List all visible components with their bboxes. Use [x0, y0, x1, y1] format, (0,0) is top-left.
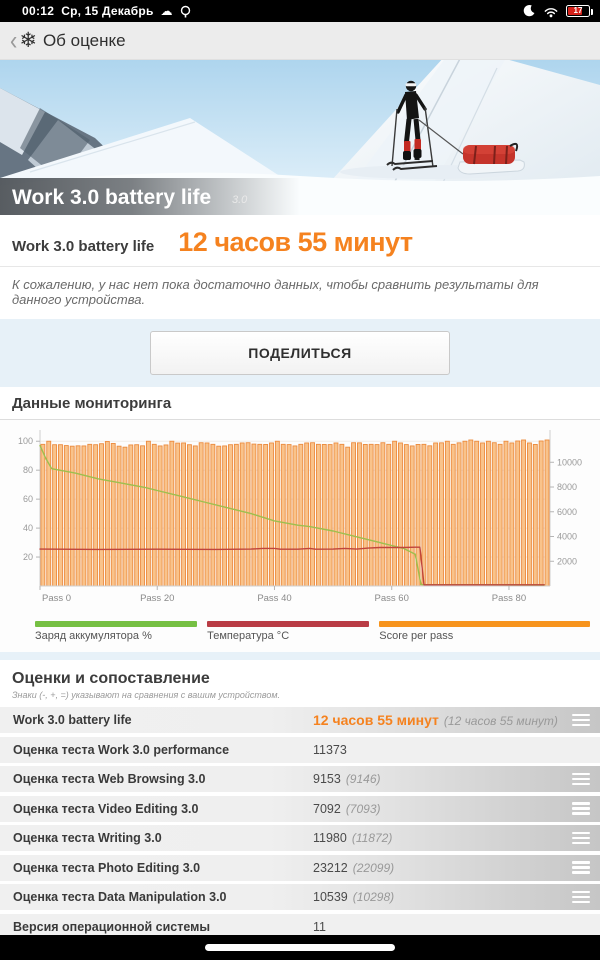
score-bar	[316, 444, 320, 586]
score-bar	[100, 444, 104, 586]
hero-version: 3.0	[232, 194, 248, 206]
row-menu-icon[interactable]	[572, 713, 590, 727]
score-bar	[164, 445, 168, 586]
row-value	[313, 831, 392, 845]
battery-icon	[566, 5, 590, 17]
score-bar	[357, 443, 361, 586]
score-bar	[434, 443, 438, 586]
row-value-comparison: (12 часов 55 минут)	[443, 714, 558, 728]
score-bar	[223, 446, 227, 586]
score-bar	[481, 443, 485, 586]
legend-label: Заряд аккумулятора %	[35, 630, 152, 642]
score-bar	[498, 444, 502, 586]
score-bar	[141, 446, 145, 586]
back-icon[interactable]: ‹	[10, 24, 18, 55]
do-not-disturb-moon-icon	[522, 4, 536, 18]
table-row	[0, 825, 600, 851]
score-bar	[129, 445, 133, 586]
score-bar	[469, 440, 473, 586]
scores-table	[0, 707, 600, 960]
score-bar	[193, 446, 197, 586]
hero-image	[0, 60, 600, 215]
left-tick-label: 20	[22, 552, 33, 563]
legend-item	[207, 621, 369, 642]
score-bar	[475, 441, 479, 586]
legend-label: Score per pass	[379, 630, 454, 642]
score-bar	[422, 444, 426, 586]
score-bar	[451, 444, 455, 586]
row-value	[313, 743, 347, 757]
score-bar	[363, 444, 367, 586]
result-label: Work 3.0 battery life	[12, 238, 155, 255]
left-tick-label: 40	[22, 523, 33, 534]
right-tick-label: 4000	[557, 531, 578, 542]
score-bar	[281, 444, 285, 586]
row-label: Оценка теста Video Editing 3.0	[13, 801, 199, 816]
score-bar	[346, 447, 350, 586]
score-bar	[158, 446, 162, 586]
score-bar	[393, 441, 397, 586]
score-bar	[205, 443, 209, 586]
score-bar	[88, 444, 92, 586]
row-value-main: 9153	[313, 772, 341, 786]
row-value-main: 11373	[313, 742, 347, 757]
page-title: Об оценке	[42, 30, 126, 50]
score-bar	[457, 443, 461, 586]
location-icon	[180, 5, 191, 18]
pcmark-snowflake-icon: ❄	[19, 29, 37, 52]
monitoring-chart-svg	[2, 424, 598, 610]
row-value-main: 23212	[313, 860, 348, 875]
score-bar	[381, 443, 385, 586]
row-value-comparison: (7093)	[345, 801, 381, 816]
table-row	[0, 884, 600, 910]
right-tick-label: 10000	[557, 457, 583, 468]
row-menu-icon[interactable]	[572, 831, 590, 845]
score-bar	[58, 445, 62, 586]
score-bar	[463, 441, 467, 586]
score-bar	[504, 441, 508, 586]
score-bar	[199, 443, 203, 586]
row-value-main: 12 часов 55 минут	[313, 712, 439, 728]
row-label: Оценка теста Work 3.0 performance	[13, 742, 230, 757]
score-bar	[117, 446, 121, 586]
x-tick-label: Pass 0	[42, 593, 72, 604]
row-value-main: 7092	[313, 801, 341, 816]
no-comparison-notice: К сожалению, у нас нет пока достаточно данных, чтобы сравнить результаты для данного устройства.	[0, 266, 600, 319]
score-bar	[486, 441, 490, 586]
score-bar	[398, 443, 402, 586]
row-value	[313, 920, 326, 934]
row-label: Оценка теста Data Manipulation 3.0	[13, 890, 227, 904]
score-bar	[387, 444, 391, 586]
row-menu-icon[interactable]	[572, 890, 590, 904]
score-bar	[217, 446, 221, 586]
chart-legend	[0, 615, 600, 652]
legend-swatch	[379, 621, 590, 627]
score-bar	[275, 441, 279, 586]
left-tick-label: 60	[22, 494, 33, 505]
row-label: Оценка теста Writing 3.0	[13, 831, 162, 845]
score-bar	[240, 443, 244, 586]
score-bar	[516, 441, 520, 586]
score-bar	[228, 445, 232, 586]
row-value	[313, 802, 381, 816]
scores-title: Оценки и сопоставление	[12, 670, 210, 687]
score-bar	[64, 446, 68, 586]
score-bar	[440, 443, 444, 586]
row-value	[313, 712, 558, 728]
share-section	[0, 319, 600, 387]
legend-item	[35, 621, 197, 642]
score-bar	[176, 443, 180, 586]
score-bar	[105, 441, 109, 586]
row-value-main: 11980	[313, 831, 347, 845]
monitoring-title: Данные мониторинга	[0, 387, 600, 420]
row-value-comparison: (10298)	[352, 890, 395, 904]
score-bar	[305, 443, 309, 586]
status-date: Ср, 15 Декабрь	[61, 4, 154, 18]
score-bar	[135, 445, 139, 586]
row-value-main: 11	[313, 919, 326, 934]
score-bar	[340, 444, 344, 586]
row-label: Оценка теста Photo Editing 3.0	[13, 860, 201, 875]
battery-percent: 17	[573, 6, 583, 15]
app-header	[0, 22, 600, 60]
monitoring-chart	[0, 420, 600, 615]
table-row	[0, 766, 600, 792]
score-bar	[246, 443, 250, 586]
x-tick-label: Pass 20	[140, 593, 175, 604]
score-bar	[293, 446, 297, 586]
score-bar	[352, 443, 356, 586]
hero-sled	[458, 144, 524, 174]
score-bar	[82, 446, 86, 586]
score-bar	[123, 447, 127, 586]
score-bar	[299, 444, 303, 586]
score-bar	[211, 444, 215, 586]
score-bar	[53, 445, 57, 586]
section-divider	[0, 652, 600, 660]
score-bar	[152, 444, 156, 586]
legend-item	[379, 621, 590, 642]
row-value-comparison: (22099)	[352, 860, 395, 875]
score-bar	[428, 446, 432, 586]
row-label: Work 3.0 battery life	[13, 713, 132, 727]
legend-label: Температура °C	[207, 630, 290, 642]
score-bar	[264, 444, 268, 586]
share-button[interactable]: ПОДЕЛИТЬСЯ	[150, 331, 450, 375]
result-row	[0, 215, 600, 266]
status-time: 00:12	[22, 4, 55, 18]
table-row	[0, 855, 600, 881]
row-value-comparison: (9146)	[345, 772, 381, 786]
score-bar	[94, 445, 98, 586]
score-bar	[410, 446, 414, 586]
score-bar	[111, 443, 115, 586]
row-label: Версия операционной системы	[13, 919, 211, 934]
score-bar	[369, 444, 373, 586]
row-value-comparison: (11872)	[351, 831, 393, 845]
table-row	[0, 796, 600, 822]
score-bar	[545, 440, 549, 586]
score-bar	[328, 445, 332, 586]
score-bar	[527, 443, 531, 586]
score-bar	[539, 441, 543, 586]
x-tick-label: Pass 80	[491, 593, 527, 604]
right-tick-label: 2000	[557, 556, 578, 567]
weather-cloud-icon: ☁	[160, 4, 173, 18]
x-tick-label: Pass 60	[374, 593, 409, 604]
left-tick-label: 80	[22, 465, 33, 476]
wifi-icon	[543, 5, 559, 18]
left-tick-label: 100	[17, 436, 33, 447]
status-bar	[0, 0, 600, 22]
score-bar	[146, 441, 150, 586]
score-bar	[334, 443, 338, 586]
score-bar	[287, 445, 291, 586]
score-bar	[70, 446, 74, 586]
score-bar	[375, 445, 379, 586]
legend-swatch	[207, 621, 369, 627]
score-bar	[510, 443, 514, 586]
row-menu-icon[interactable]	[572, 772, 590, 786]
score-bar	[404, 445, 408, 586]
result-value: 12 часов 55 минут	[178, 227, 413, 257]
x-tick-label: Pass 40	[257, 593, 292, 604]
table-row	[0, 707, 600, 733]
score-bar	[270, 443, 274, 586]
home-indicator[interactable]	[205, 944, 395, 951]
score-bar	[311, 443, 315, 586]
score-bar	[522, 440, 526, 586]
gesture-nav-bar	[0, 935, 600, 960]
row-value	[313, 890, 394, 904]
score-bar	[234, 444, 238, 586]
row-value	[313, 861, 394, 875]
table-row	[0, 737, 600, 763]
score-bar	[533, 444, 537, 586]
score-bar	[187, 445, 191, 586]
right-tick-label: 6000	[557, 506, 578, 517]
score-bar	[182, 443, 186, 586]
row-value	[313, 772, 381, 786]
legend-swatch	[35, 621, 197, 627]
score-bar	[170, 441, 174, 586]
right-tick-label: 8000	[557, 482, 578, 493]
monitoring-card	[0, 387, 600, 652]
row-menu-icon[interactable]	[572, 861, 590, 875]
score-bar	[41, 444, 45, 586]
battery-nub	[591, 9, 594, 15]
hero-title: Work 3.0 battery life	[12, 186, 212, 209]
score-bar	[445, 441, 449, 586]
scores-card	[0, 660, 600, 960]
score-bar	[76, 446, 80, 586]
scores-subtitle: Знаки (-, +, =) указывают на сравнения с вашим устройством.	[12, 690, 281, 700]
score-bar	[492, 443, 496, 586]
row-value-main: 10539	[313, 890, 348, 904]
row-menu-icon[interactable]	[572, 802, 590, 816]
score-bar	[322, 444, 326, 586]
row-label: Оценка теста Web Browsing 3.0	[13, 772, 206, 786]
